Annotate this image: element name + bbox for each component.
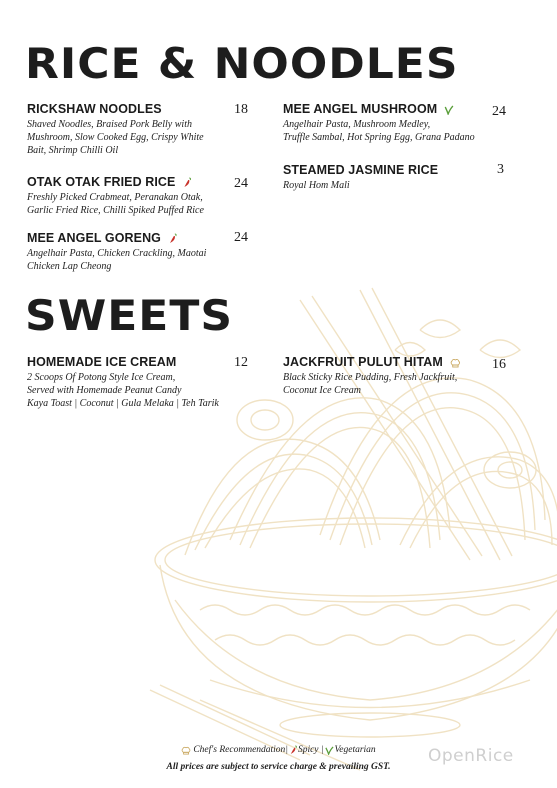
item-name: OTAK OTAK FRIED RICE (27, 174, 233, 190)
chef-hat-icon (450, 358, 461, 368)
item-name: STEAMED JASMINE RICE (283, 162, 439, 177)
vegetarian-leaf-icon (445, 105, 455, 115)
vegetarian-leaf-icon (325, 746, 334, 755)
item-description: Royal Hom Mali (283, 180, 350, 191)
item-price-mushroom: 24 (492, 104, 506, 119)
chilli-icon (183, 177, 192, 188)
item-name: JACKFRUIT PULUT HITAM (283, 354, 485, 370)
section-title-sweets: SWEETS (25, 292, 234, 341)
menu-item-homemade-ice-cream (27, 354, 242, 410)
item-description: Angelhair Pasta, Mushroom Medley, Truffle Sambal, Hot Spring Egg, Grana Padano (283, 119, 475, 143)
item-name: RICKSHAW NOODLES (27, 101, 162, 116)
item-name: HOMEMADE ICE CREAM (27, 354, 177, 369)
item-description: Shaved Noodles, Braised Pork Belly with Mushroom, Slow Cooked Egg, Crispy White Bait, Shrimp Chilli Oil (27, 119, 204, 156)
menu-item-steamed-jasmine-rice (283, 162, 493, 192)
legend-spicy-label: Spicy (297, 745, 319, 756)
menu-item-mee-angel-mushroom (283, 101, 493, 144)
item-name: MEE ANGEL GORENG (27, 230, 233, 246)
item-price-icecream: 12 (234, 355, 248, 370)
item-price-jackfruit: 16 (492, 357, 506, 372)
item-description: Freshly Picked Crabmeat, Peranakan Otak, Garlic Fried Rice, Chilli Spiked Puffed Rice (27, 192, 204, 216)
legend-separator: | (320, 745, 324, 756)
menu-item-mee-angel-goreng (27, 230, 242, 273)
price-note: All prices are subject to service charge & prevailing GST. (166, 762, 391, 772)
menu-item-rickshaw-noodles (27, 101, 237, 157)
section-title-rice-noodles: RICE & NOODLES (25, 40, 459, 89)
chilli-icon (289, 745, 297, 755)
menu-item-jackfruit-pulut-hitam (283, 354, 493, 397)
item-price-goreng: 24 (234, 230, 248, 245)
menu-item-otak-otak-fried-rice (27, 174, 242, 217)
item-price-otak: 24 (234, 176, 248, 191)
item-description: 2 Scoops Of Potong Style Ice Cream, Served with Homemade Peanut Candy Kaya Toast | Coconut | Gula Melaka | Teh Tarik (27, 372, 219, 409)
chef-hat-icon (181, 746, 191, 755)
item-price-rickshaw: 18 (234, 102, 248, 117)
item-description: Black Sticky Rice Pudding, Fresh Jackfruit, Coconut Ice Cream (283, 372, 458, 396)
legend-separator: | (285, 745, 288, 756)
legend-chef-label: Chef's Recommendation (193, 745, 286, 756)
chilli-icon (168, 233, 177, 244)
openrice-watermark: OpenRice (428, 746, 514, 766)
legend-vegetarian-label: Vegetarian (334, 745, 376, 756)
item-name: MEE ANGEL MUSHROOM (283, 101, 485, 117)
item-price-jasmine: 3 (497, 162, 504, 177)
item-description: Angelhair Pasta, Chicken Crackling, Maotai Chicken Lap Cheong (27, 248, 207, 272)
